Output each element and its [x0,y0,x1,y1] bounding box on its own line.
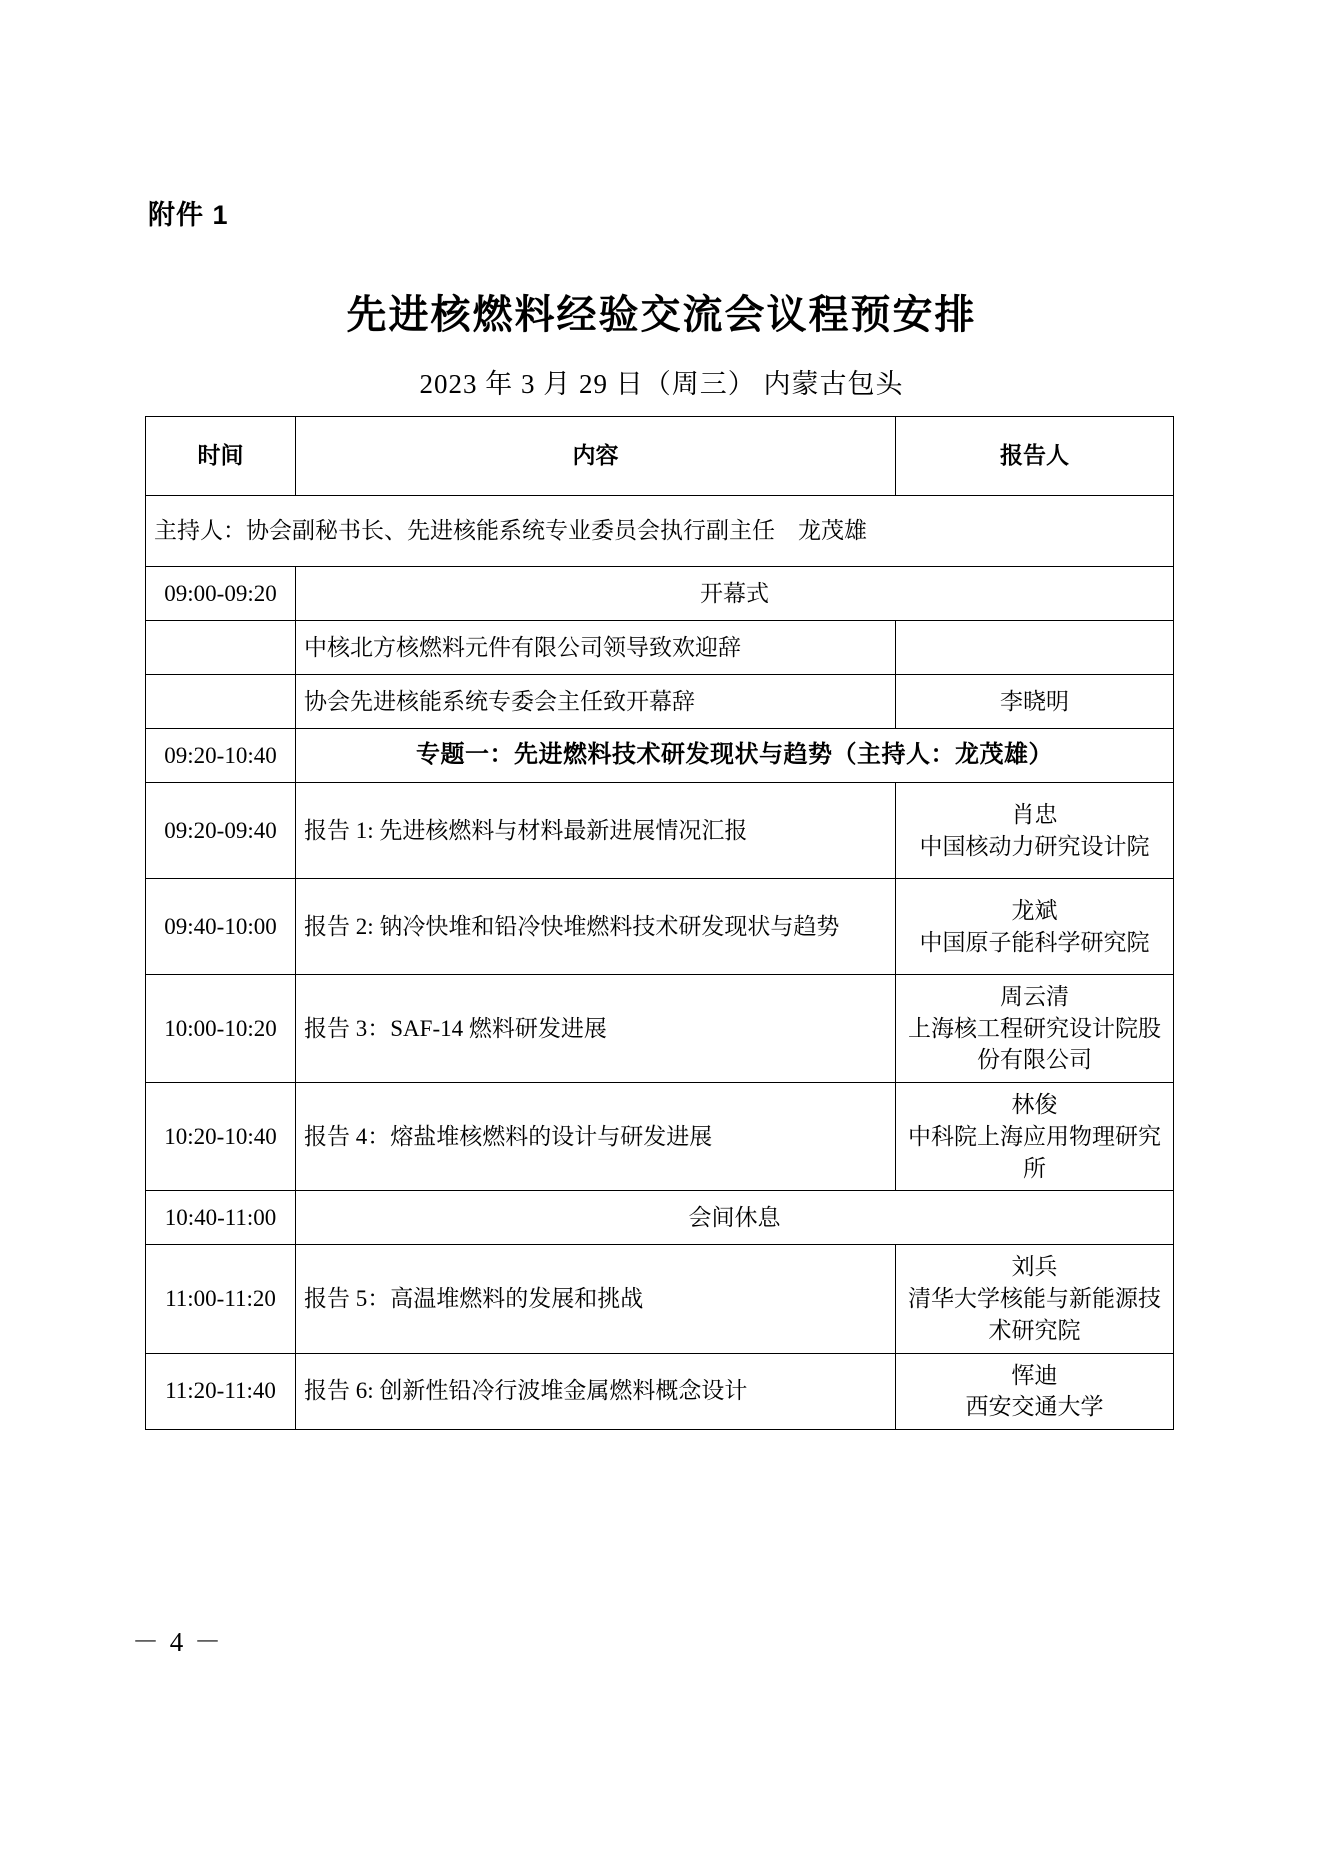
document-subtitle: 2023 年 3 月 29 日（周三） 内蒙古包头 [419,369,904,399]
content-cell: 开幕式 [296,567,1174,621]
host-cell: 主持人：协会副秘书长、先进核能系统专业委员会执行副主任 龙茂雄 [146,496,1174,567]
content-cell: 协会先进核能系统专委会主任致开幕辞 [296,675,896,729]
time-cell: 10:40-11:00 [146,1191,296,1245]
speaker-cell: 林俊 中科院上海应用物理研究所 [896,1083,1174,1191]
speaker-cell: 肖忠 中国核动力研究设计院 [896,783,1174,879]
time-cell: 09:00-09:20 [146,567,296,621]
speaker-cell [896,621,1174,675]
content-cell: 报告 6: 创新性铅冷行波堆金属燃料概念设计 [296,1353,896,1429]
column-header-content: 内容 [296,417,896,496]
time-cell: 11:00-11:20 [146,1245,296,1353]
content-cell: 中核北方核燃料元件有限公司领导致欢迎辞 [296,621,896,675]
time-cell: 10:20-10:40 [146,1083,296,1191]
table-row [146,1083,1174,1191]
time-cell [146,675,296,729]
page-title: 先进核燃料经验交流会议程预安排 [346,293,977,337]
table-row [146,496,1174,567]
table-row [146,729,1174,783]
table-row [146,621,1174,675]
speaker-cell: 恽迪 西安交通大学 [896,1353,1174,1429]
column-header-speaker: 报告人 [896,417,1174,496]
page-number: － 4 － [132,1627,223,1657]
time-cell: 09:40-10:00 [146,879,296,975]
time-cell: 11:20-11:40 [146,1353,296,1429]
content-cell: 会间休息 [296,1191,1174,1245]
table-row [146,1245,1174,1353]
table-row [146,1191,1174,1245]
content-cell: 报告 1: 先进核燃料与材料最新进展情况汇报 [296,783,896,879]
table-row [146,1353,1174,1429]
speaker-cell: 刘兵 清华大学核能与新能源技术研究院 [896,1245,1174,1353]
content-cell: 报告 5：高温堆燃料的发展和挑战 [296,1245,896,1353]
table-row [146,567,1174,621]
column-header-time: 时间 [146,417,296,496]
speaker-cell: 李晓明 [896,675,1174,729]
table-row [146,675,1174,729]
time-cell: 10:00-10:20 [146,975,296,1083]
content-cell: 报告 4：熔盐堆核燃料的设计与研发进展 [296,1083,896,1191]
time-cell [146,621,296,675]
table-row [146,975,1174,1083]
table-row [146,783,1174,879]
agenda-table [145,416,1174,1430]
speaker-cell: 周云清 上海核工程研究设计院股份有限公司 [896,975,1174,1083]
table-header-row [146,417,1174,496]
speaker-cell: 龙斌 中国原子能科学研究院 [896,879,1174,975]
attachment-label: 附件 1 [148,200,229,230]
time-cell: 09:20-09:40 [146,783,296,879]
content-cell: 报告 2: 钠冷快堆和铅冷快堆燃料技术研发现状与趋势 [296,879,896,975]
topic-cell: 专题一：先进燃料技术研发现状与趋势（主持人：龙茂雄） [296,729,1174,783]
table-row [146,879,1174,975]
content-cell: 报告 3：SAF-14 燃料研发进展 [296,975,896,1083]
time-cell: 09:20-10:40 [146,729,296,783]
